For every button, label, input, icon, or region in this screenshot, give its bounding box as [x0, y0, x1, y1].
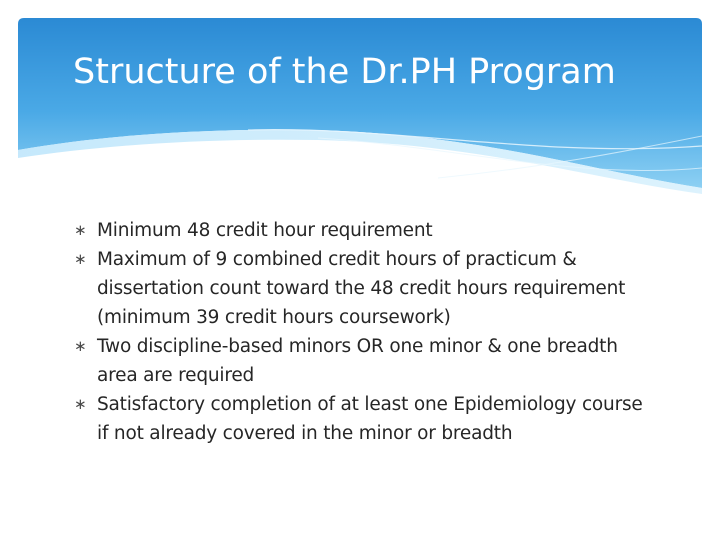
asterisk-bullet-icon: ∗ — [74, 250, 87, 268]
bullet-item — [74, 332, 654, 390]
asterisk-bullet-icon: ∗ — [74, 395, 87, 413]
bullet-text: Minimum 48 credit hour requirement — [97, 220, 433, 241]
bullet-item — [74, 245, 654, 332]
title-banner — [18, 18, 702, 198]
bullet-text: Two discipline-based minors OR one minor & one breadth area are required — [97, 336, 618, 386]
asterisk-bullet-icon: ∗ — [74, 221, 87, 239]
bullet-item — [74, 390, 654, 448]
bullet-text: Maximum of 9 combined credit hours of practicum & dissertation count toward the 48 credit hours requirement (minimum 39 credit hours coursework) — [97, 249, 626, 328]
bullet-list — [74, 216, 654, 448]
title-banner-graphic — [18, 18, 702, 198]
bullet-text: Satisfactory completion of at least one Epidemiology course if not already covered in the minor or breadth — [97, 394, 643, 444]
asterisk-bullet-icon: ∗ — [74, 337, 87, 355]
slide-title: Structure of the Dr.PH Program — [73, 52, 616, 92]
bullet-item — [74, 216, 654, 245]
